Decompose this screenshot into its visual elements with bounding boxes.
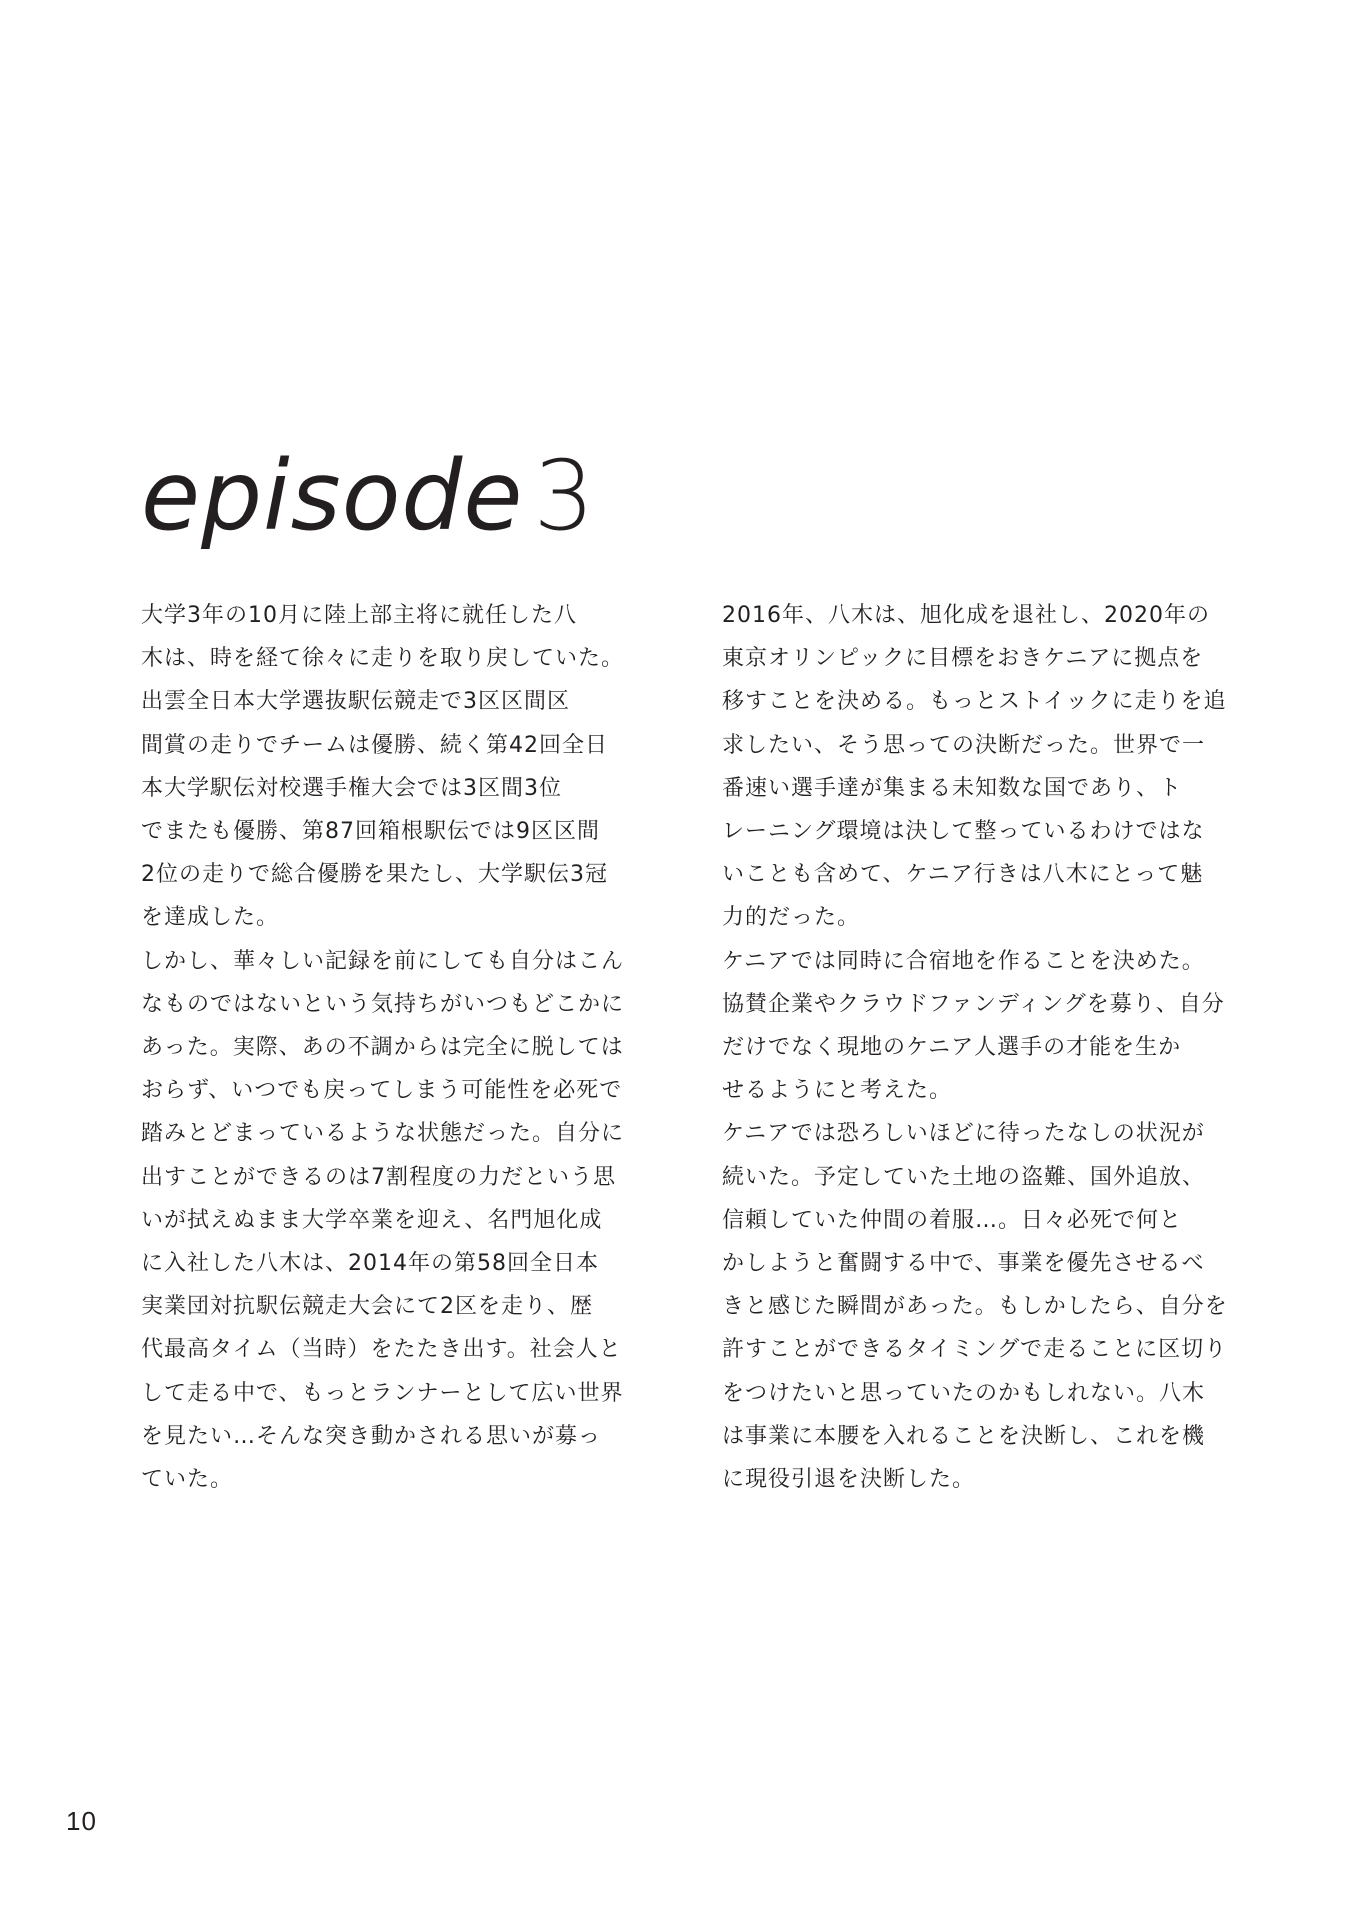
episode-title xyxy=(141,440,597,552)
text-line: 2位の走りで総合優勝を果たし、大学駅伝3冠 xyxy=(141,862,608,888)
text-line: をつけたいと思っていたのかもしれない。八木 xyxy=(722,1380,1206,1406)
text-line: おらず、いつでも戻ってしまう可能性を必死で xyxy=(141,1078,623,1104)
text-line: を達成した。 xyxy=(141,905,280,931)
text-line: きと感じた瞬間があった。もしかしたら、自分を xyxy=(722,1294,1228,1320)
text-line: 力的だった。 xyxy=(722,905,861,931)
left-text-column xyxy=(141,594,643,1501)
text-line: 実業団対抗駅伝競走大会にて2区を走り、歴 xyxy=(141,1294,593,1320)
text-line: あった。実際、あの不調からは完全に脱しては xyxy=(141,1035,624,1061)
text-line: しかし、華々しい記録を前にしても自分はこん xyxy=(141,948,625,974)
text-line: に現役引退を決断した。 xyxy=(722,1467,976,1493)
text-line: を見たい…そんな突き動かされる思いが募っ xyxy=(141,1423,602,1449)
paragraph xyxy=(722,940,1224,1113)
paragraph xyxy=(141,594,643,940)
text-line: 出雲全日本大学選抜駅伝競走で3区区間区 xyxy=(141,689,570,715)
text-line: して走る中で、もっとランナーとして広い世界 xyxy=(141,1380,624,1406)
text-line: せるようにと考えた。 xyxy=(722,1078,953,1104)
text-line: 出すことができるのは7割程度の力だという思 xyxy=(141,1164,616,1190)
text-line: 許すことができるタイミングで走ることに区切り xyxy=(722,1337,1228,1363)
page-number: 10 xyxy=(66,1806,97,1836)
text-line: なものではないという気持ちがいつもどこかに xyxy=(141,991,625,1017)
text-line: だけでなく現地のケニア人選手の才能を生か xyxy=(722,1035,1182,1061)
text-line: 求したい、そう思っての決断だった。世界で一 xyxy=(722,732,1206,758)
text-line: 信頼していた仲間の着服…。日々必死で何と xyxy=(722,1207,1183,1233)
text-line: 代最高タイム（当時）をたたき出す。社会人と xyxy=(141,1337,622,1363)
text-line: 協賛企業やクラウドファンディングを募り、自分 xyxy=(722,991,1225,1017)
text-line: ケニアでは恐ろしいほどに待ったなしの状況が xyxy=(722,1121,1205,1147)
text-line: 番速い選手達が集まる未知数な国であり、ト xyxy=(722,775,1183,801)
right-text-column xyxy=(722,594,1228,1501)
text-line: いが拭えぬまま大学卒業を迎え、名門旭化成 xyxy=(141,1207,603,1233)
episode-title-word: episode xyxy=(141,440,524,552)
text-line: 木は、時を経て徐々に走りを取り戻していた。 xyxy=(141,646,625,672)
text-line: 東京オリンピックに目標をおきケニアに拠点を xyxy=(722,646,1204,672)
text-line: でまたも優勝、第87回箱根駅伝では9区区間 xyxy=(141,819,600,845)
text-line: ケニアでは同時に合宿地を作ることを決めた。 xyxy=(722,948,1205,974)
text-line: 続いた。予定していた土地の盗難、国外追放、 xyxy=(722,1164,1206,1190)
text-line: 大学3年の10月に陸上部主将に就任した八 xyxy=(141,603,577,628)
text-line: は事業に本腰を入れることを決断し、これを機 xyxy=(722,1423,1206,1449)
paragraph xyxy=(141,940,643,1502)
text-line: に入社した八木は、2014年の第58回全日本 xyxy=(141,1251,599,1277)
text-line: いことも含めて、ケニア行きは八木にとって魅 xyxy=(722,862,1204,888)
text-line: 移すことを決める。もっとストイックに走りを追 xyxy=(722,689,1227,715)
text-line: かしようと奮闘する中で、事業を優先させるべ xyxy=(722,1251,1205,1277)
episode-title-number: 3 xyxy=(533,440,597,552)
text-line: 本大学駅伝対校選手権大会では3区間3位 xyxy=(141,775,562,801)
paragraph xyxy=(722,594,1227,940)
text-line: 間賞の走りでチームは優勝、続く第42回全日 xyxy=(141,732,608,758)
paragraph xyxy=(722,1112,1228,1501)
text-line: レーニング環境は決して整っているわけではな xyxy=(722,819,1205,845)
text-line: 踏みとどまっているような状態だった。自分に xyxy=(141,1121,625,1147)
text-line: ていた。 xyxy=(141,1467,234,1493)
text-line: 2016年、八木は、旭化成を退社し、2020年の xyxy=(722,603,1210,628)
